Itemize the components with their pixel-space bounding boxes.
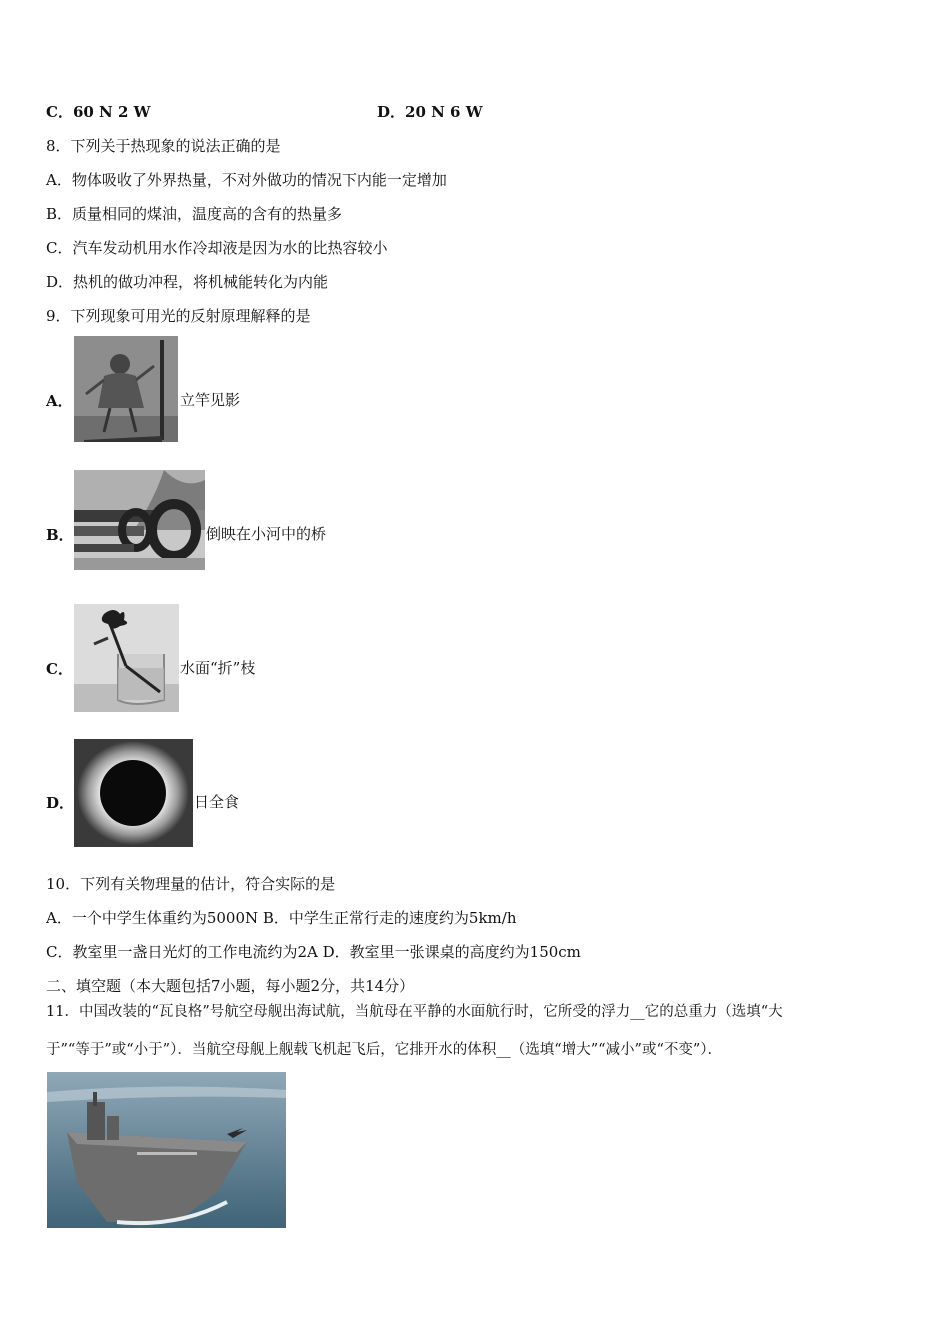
aircraft-carrier-image	[47, 1072, 286, 1228]
q11-line-2: 于”“等于”或“小于”）．当航空母舰上舰载飞机起飞后，它排开水的体积__（选填“增大”“减小”或“不变”）．	[46, 1042, 723, 1058]
section-heading: 二、填空题（本大题包括7小题，每小题2分，共14分）	[46, 977, 415, 995]
q11-line-1: 11．中国改装的“瓦良格”号航空母舰出海试航，当航母在平静的水面航行时，它所受的浮力__它的总重力（选填“大	[46, 1004, 783, 1020]
pole-shadow-image	[74, 336, 178, 442]
q7-option-c: C．60 N 2 W	[46, 103, 151, 121]
q9-option-c-label: C．	[46, 660, 73, 678]
q10-stem: 10．下列有关物理量的估计，符合实际的是	[46, 875, 336, 893]
q10-options-cd: C．教室里一盏日光灯的工作电流约为2A D．教室里一张课桌的高度约为150cm	[46, 943, 581, 961]
q9-option-a-text: 立竿见影	[180, 391, 241, 409]
q10-options-ab: A．一个中学生体重约为5000N B．中学生正常行走的速度约为5km/h	[46, 909, 517, 927]
q9-option-c-text: 水面“折”枝	[180, 659, 256, 677]
q9-option-b-label: B．	[46, 526, 74, 544]
bridge-reflection-image	[74, 470, 205, 570]
q8-option-c: C．汽车发动机用水作冷却液是因为水的比热容较小	[46, 239, 388, 257]
bent-branch-image	[74, 604, 179, 712]
q9-option-b-text: 倒映在小河中的桥	[206, 525, 327, 543]
q9-option-d-text: 日全食	[194, 793, 240, 811]
q8-stem: 8．下列关于热现象的说法正确的是	[46, 137, 281, 155]
q7-option-d: D．20 N 6 W	[377, 103, 483, 121]
q9-stem: 9．下列现象可用光的反射原理解释的是	[46, 307, 311, 325]
q9-option-d-label: D．	[46, 794, 75, 812]
q9-option-a-label: A．	[46, 392, 73, 410]
q8-option-d: D．热机的做功冲程，将机械能转化为内能	[46, 273, 329, 291]
solar-eclipse-image	[74, 739, 193, 847]
q8-option-a: A．物体吸收了外界热量，不对外做功的情况下内能一定增加	[46, 171, 447, 189]
q8-option-b: B．质量相同的煤油，温度高的含有的热量多	[46, 205, 343, 223]
